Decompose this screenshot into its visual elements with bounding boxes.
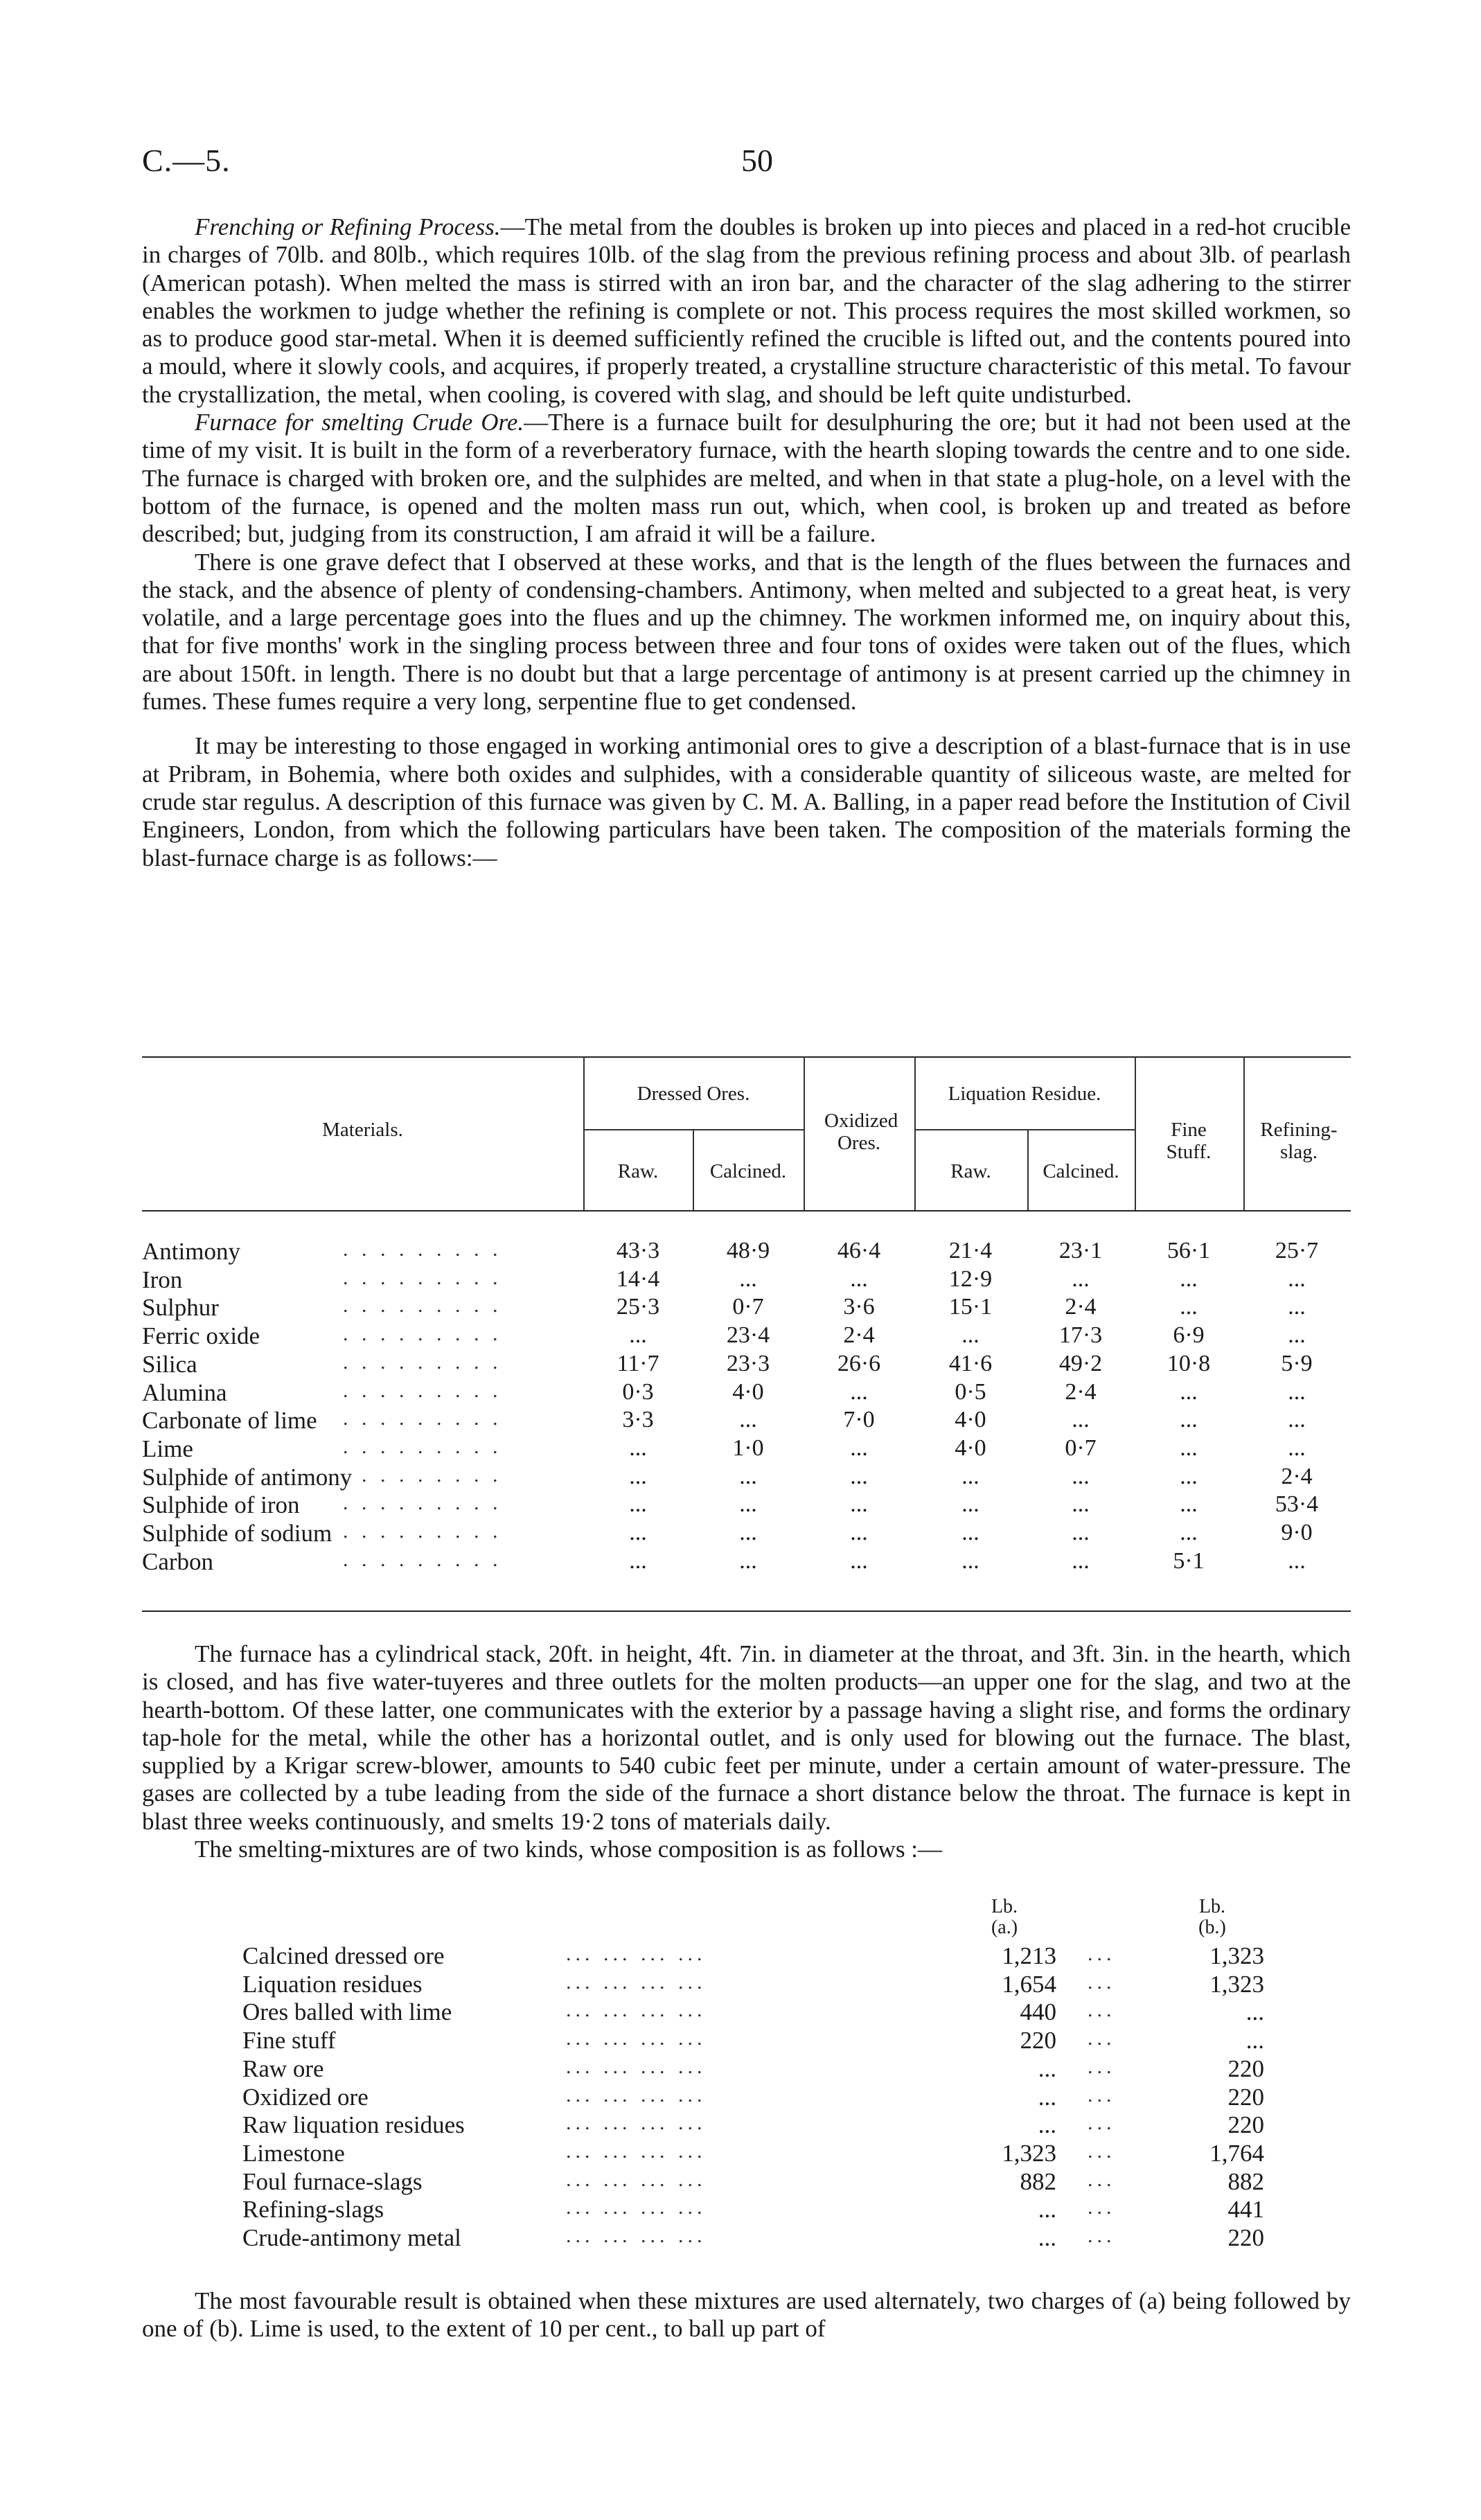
table-cell: 26·6 xyxy=(837,1350,881,1376)
table-cell: ... xyxy=(739,1463,757,1489)
col-a-label: (a.) xyxy=(991,1917,1018,1938)
table-cell: 10·8 xyxy=(1167,1350,1211,1376)
table-cell: 3·6 xyxy=(843,1294,875,1320)
table-cell: 0·3 xyxy=(622,1378,654,1405)
table-cell: ... xyxy=(1072,1520,1090,1545)
leader-dots: ... ... ... ... xyxy=(566,2196,707,2219)
leader-dots: . . . . . . . . . xyxy=(343,1238,502,1261)
table-cell: 12·9 xyxy=(948,1266,993,1292)
header-materials: Materials. xyxy=(322,1119,403,1141)
table-cell: ... xyxy=(1180,1520,1198,1545)
leader-dots: ... xyxy=(1088,2055,1116,2078)
row-label: Sulphur xyxy=(142,1294,219,1322)
paragraph-text: It may be interesting to those engaged in working antimonial ores to give a description of a blast-furnace that is in use at Pribram, in Bohemia, where both oxides and sulphides, with a considerable quantity of siliceous waste, are melted for crude star regulus. A description of this furnace was given by C. M. A. Balling, in a paper read before the Institution of Civil Engineers, London, from which the following particulars have been taken. The composition of the materials forming the blast-furnace charge is as follows:— xyxy=(142,732,1351,871)
leader-dots: . . . . . . . . . xyxy=(343,1378,502,1402)
mixture-value-a: ... xyxy=(1038,2055,1056,2082)
mixture-value-b: 220 xyxy=(1227,2055,1264,2082)
leader-dots: ... xyxy=(1088,1942,1116,1965)
mixture-value-a: 220 xyxy=(1020,2027,1056,2055)
table-cell: ... xyxy=(1072,1407,1090,1433)
table-cell: ... xyxy=(739,1520,757,1545)
header-refining-slag: Refining-slag. xyxy=(1260,1119,1338,1163)
table-cell: ... xyxy=(1180,1435,1198,1461)
mixture-row xyxy=(142,2140,1351,2167)
col-a-unit: Lb. xyxy=(991,1896,1018,1917)
table-cell: ... xyxy=(961,1547,979,1574)
table-row xyxy=(142,1407,1351,1435)
leader-dots: . . . . . . . . . xyxy=(343,1294,502,1317)
mixture-value-a: 882 xyxy=(1020,2167,1056,2195)
table-cell: ... xyxy=(629,1322,647,1349)
leader-dots: ... xyxy=(1088,2167,1116,2191)
leader-dots: ... ... ... ... xyxy=(566,1998,707,2022)
table-cell: ... xyxy=(1288,1266,1306,1292)
leader-dots: ... xyxy=(1088,1970,1116,1994)
table-cell: 4·0 xyxy=(955,1407,986,1433)
table-cell: 2·4 xyxy=(843,1322,875,1349)
leader-dots: ... ... ... ... xyxy=(566,2055,707,2078)
paragraph-cylindrical-stack: The furnace has a cylindrical stack, 20ft. in height, 4ft. 7in. in diameter at the throat, and 3ft. 3in. in the hearth, which is closed, and has five water-tuyeres and three outlets for the molten products—an upper one for the slag, and two at the hearth-bottom. Of these latter, one communicates with the exterior by a passage having a slight rise, and forms the ordinary tap-hole for the metal, while the other has a horizontal outlet, and is only used for blowing out the furnace. The blast, supplied by a Krigar screw-blower, amounts to 540 cubic feet per minute, under a certain amount of water-pressure. The gases are collected by a tube leading from the side of the furnace a short distance below the throat. The furnace is kept in blast three weeks continuously, and smelts 19·2 tons of materials daily. xyxy=(142,1640,1351,1835)
table-cell: ... xyxy=(1180,1491,1198,1518)
table-cell: ... xyxy=(1072,1491,1090,1518)
mixture-label: Fine stuff xyxy=(242,2027,336,2055)
paragraph-mixtures-intro: The smelting-mixtures are of two kinds, whose composition is as follows :— xyxy=(195,1836,943,1863)
table-row xyxy=(142,1520,1351,1547)
leader-dots: ... xyxy=(1088,2083,1116,2106)
paragraph-lead: Furnace for smelting Crude Ore. xyxy=(195,409,524,436)
table-row xyxy=(142,1294,1351,1322)
mixture-value-b: 1,323 xyxy=(1209,1942,1264,1969)
table-cell: 1·0 xyxy=(732,1435,764,1461)
mixture-value-a: ... xyxy=(1038,2224,1056,2251)
mixture-label: Foul furnace-slags xyxy=(242,2167,423,2195)
table-cell: 46·4 xyxy=(837,1238,881,1263)
row-label: Sulphide of antimony xyxy=(142,1463,353,1491)
table-cell: ... xyxy=(629,1547,647,1574)
row-label: Ferric oxide xyxy=(142,1322,260,1350)
table-cell: ... xyxy=(850,1378,868,1405)
mixture-value-a: ... xyxy=(1038,2196,1056,2224)
table-cell: ... xyxy=(1072,1547,1090,1574)
paragraph-favourable-result: The most favourable result is obtained when these mixtures are used alternately, two charges of (a) being followed by one of (b). Lime is used, to the extent of 10 per cent., to ball up part of xyxy=(142,2287,1351,2343)
composition-table xyxy=(142,1056,1351,1612)
row-label: Antimony xyxy=(142,1238,240,1265)
mixture-row xyxy=(142,1942,1351,1970)
leader-dots: ... xyxy=(1088,2139,1116,2163)
table-cell: ... xyxy=(1288,1322,1306,1349)
mixture-label: Calcined dressed ore xyxy=(242,1942,445,1969)
table-cell: ... xyxy=(961,1491,979,1518)
body-text-final xyxy=(142,2287,1351,2343)
mixture-value-b: 220 xyxy=(1227,2083,1264,2111)
leader-dots: . . . . . . . . . xyxy=(343,1520,502,1543)
table-cell: ... xyxy=(1288,1435,1306,1461)
table-cell: ... xyxy=(850,1491,868,1518)
leader-dots: ... xyxy=(1088,2224,1116,2247)
row-label: Alumina xyxy=(142,1378,227,1406)
paragraph-text: —The metal from the doubles is broken up into pieces and placed in a red-hot crucible in charges of 70lb. and 80lb., which requires 10lb. of the slag from the previous refining process and about 3lb. of pearlash (American potash). When melted the mass is stirred with an iron bar, and the character of the slag adhering to the stirrer enables the workmen to judge whether the refining is complete or not. This process requires the most skilled workmen, so as to produce good star-metal. When it is deemed sufficiently refined the crucible is lifted out, and the contents poured into a mould, where it slowly cools, and acquires, if properly treated, a crystalline structure characteristic of this metal. To favour the crystallization, the metal, when cooling, is covered with slag, and should be left quite undisturbed. xyxy=(142,213,1351,408)
paragraph-flues-defect xyxy=(142,549,1351,716)
mixture-row xyxy=(142,2084,1351,2111)
table-cell: 7·0 xyxy=(843,1407,875,1433)
table-cell: 23·4 xyxy=(726,1322,770,1349)
mixture-value-a: ... xyxy=(1038,2083,1056,2111)
table-cell: 0·7 xyxy=(1065,1435,1097,1461)
table-cell: ... xyxy=(1180,1378,1198,1405)
table-cell: 2·4 xyxy=(1065,1294,1097,1320)
table-cell: ... xyxy=(739,1547,757,1574)
paragraph-furnace-crude-ore xyxy=(142,409,1351,548)
mixture-value-a: 440 xyxy=(1020,1998,1056,2026)
paragraph-text: —There is a furnace built for desulphuring the ore; but it had not been used at the time of my visit. It is built in the form of a reverberatory furnace, with the hearth sloping towards the centre and to one side. The furnace is charged with broken ore, and the sulphides are melted, and when in that state a plug-hole, on a level with the bottom of the furnace, is opened and the molten mass run out, which, when cool, is broken up and treated as before described; but, judging from its construction, I am afraid it will be a failure. xyxy=(142,409,1351,548)
paragraph-refining xyxy=(142,213,1351,409)
table-cell: ... xyxy=(739,1266,757,1292)
mixture-label: Refining-slags xyxy=(242,2196,384,2224)
table-cell: 56·1 xyxy=(1167,1238,1211,1263)
table-row xyxy=(142,1548,1351,1576)
table-row xyxy=(142,1464,1351,1491)
table-cell: ... xyxy=(961,1322,979,1349)
table-cell: ... xyxy=(850,1435,868,1461)
table-cell: ... xyxy=(1180,1266,1198,1292)
body-text-top xyxy=(142,213,1351,872)
leader-dots: ... ... ... ... xyxy=(566,2111,707,2135)
table-cell: ... xyxy=(850,1547,868,1574)
table-cell: 14·4 xyxy=(616,1266,660,1292)
table-bottom-rule xyxy=(142,1611,1351,1612)
row-label: Iron xyxy=(142,1266,183,1293)
table-row xyxy=(142,1351,1351,1378)
row-label: Carbonate of lime xyxy=(142,1407,317,1435)
table-cell: 0·5 xyxy=(955,1378,986,1405)
table-cell: 2·4 xyxy=(1281,1463,1313,1489)
leader-dots: . . . . . . . . . xyxy=(343,1491,502,1515)
mixture-row xyxy=(142,2168,1351,2196)
mixture-value-b: 1,323 xyxy=(1209,1970,1264,1998)
mixture-value-a: 1,323 xyxy=(1002,2139,1056,2167)
table-cell: ... xyxy=(961,1520,979,1545)
leader-dots: . . . . . . . . . xyxy=(343,1322,502,1346)
table-row xyxy=(142,1435,1351,1463)
table-cell: 5·1 xyxy=(1173,1547,1205,1574)
table-cell: ... xyxy=(629,1520,647,1545)
table-cell: ... xyxy=(1288,1378,1306,1405)
mixture-value-a: 1,213 xyxy=(1002,1942,1056,1969)
header-oxidized-ores: Oxidized Ores. xyxy=(824,1110,898,1154)
table-cell: ... xyxy=(850,1463,868,1489)
mixture-value-b: 1,764 xyxy=(1209,2139,1264,2167)
table-cell: 49·2 xyxy=(1058,1350,1103,1376)
leader-dots: . . . . . . . . . xyxy=(343,1407,502,1430)
mixture-label: Liquation residues xyxy=(242,1970,423,1998)
table-cell: ... xyxy=(1288,1294,1306,1320)
table-cell: ... xyxy=(629,1463,647,1489)
mixture-value-a: ... xyxy=(1038,2111,1056,2139)
mixture-value-b: ... xyxy=(1245,2027,1264,2055)
mixture-label: Limestone xyxy=(242,2139,345,2167)
row-label: Carbon xyxy=(142,1547,214,1575)
row-label: Silica xyxy=(142,1350,197,1378)
leader-dots: . . . . . . . . . xyxy=(343,1435,502,1458)
mixture-label: Raw liquation residues xyxy=(242,2111,465,2139)
mixtures-table xyxy=(142,1897,1351,2284)
mixture-row xyxy=(142,1971,1351,1998)
table-cell: ... xyxy=(629,1435,647,1461)
table-cell: ... xyxy=(850,1520,868,1545)
table-cell: ... xyxy=(629,1491,647,1518)
table-cell: 21·4 xyxy=(948,1238,993,1263)
mixture-label: Crude-antimony metal xyxy=(242,2224,461,2251)
leader-dots: ... ... ... ... xyxy=(566,2139,707,2163)
leader-dots: . . . . . . . . . xyxy=(343,1547,502,1571)
table-header-rule xyxy=(142,1210,1351,1212)
leader-dots: . . . . . . . . . xyxy=(343,1463,502,1487)
header-calcined: Calcined. xyxy=(709,1160,787,1182)
mixture-row xyxy=(142,2027,1351,2055)
leader-dots: ... ... ... ... xyxy=(566,1942,707,1965)
page-number: 50 xyxy=(741,143,773,178)
table-cell: 4·0 xyxy=(732,1378,764,1405)
leader-dots: ... ... ... ... xyxy=(566,2027,707,2050)
mixture-value-b: 220 xyxy=(1227,2111,1264,2139)
mixture-row xyxy=(142,2055,1351,2083)
leader-dots: ... xyxy=(1088,2027,1116,2050)
paragraph-lead: Frenching or Refining Process. xyxy=(195,213,501,240)
table-cell: 11·7 xyxy=(617,1350,659,1376)
table-top-rule xyxy=(142,1056,1351,1058)
header-raw: Raw. xyxy=(617,1160,659,1182)
table-row xyxy=(142,1238,1351,1266)
table-cell: ... xyxy=(1180,1407,1198,1433)
table-cell: 15·1 xyxy=(948,1294,993,1320)
table-row xyxy=(142,1322,1351,1350)
table-cell: ... xyxy=(1288,1407,1306,1433)
table-cell: ... xyxy=(1180,1294,1198,1320)
table-cell: 2·4 xyxy=(1065,1378,1097,1405)
table-cell: ... xyxy=(850,1266,868,1292)
body-text-furnace xyxy=(142,1640,1351,1863)
paragraph-pribram xyxy=(142,732,1351,871)
leader-dots: ... ... ... ... xyxy=(566,2167,707,2191)
header-fine-stuff: Fine Stuff. xyxy=(1166,1119,1212,1163)
leader-dots: ... ... ... ... xyxy=(566,2224,707,2247)
leader-dots: . . . . . . . . . xyxy=(343,1350,502,1374)
row-label: Sulphide of iron xyxy=(142,1491,300,1519)
col-b-label: (b.) xyxy=(1198,1917,1226,1938)
mixture-value-b: 441 xyxy=(1227,2196,1264,2224)
table-cell: 4·0 xyxy=(955,1435,986,1461)
mixture-value-b: ... xyxy=(1245,1998,1264,2026)
table-cell: 3·3 xyxy=(622,1407,654,1433)
header-liquation-raw: Raw. xyxy=(950,1160,991,1182)
table-cell: ... xyxy=(739,1407,757,1433)
table-cell: 6·9 xyxy=(1173,1322,1205,1349)
table-cell: ... xyxy=(1072,1463,1090,1489)
table-cell: 9·0 xyxy=(1281,1520,1313,1545)
mixture-label: Ores balled with lime xyxy=(242,1998,452,2026)
mixture-value-b: 220 xyxy=(1227,2224,1264,2251)
mixture-label: Oxidized ore xyxy=(242,2083,369,2111)
mixture-value-a: 1,654 xyxy=(1002,1970,1056,1998)
table-cell: 5·9 xyxy=(1281,1350,1313,1376)
leader-dots: ... xyxy=(1088,1998,1116,2022)
mixture-row xyxy=(142,2224,1351,2252)
row-label: Lime xyxy=(142,1435,193,1462)
row-label: Sulphide of sodium xyxy=(142,1520,332,1547)
table-cell: 25·7 xyxy=(1275,1238,1319,1263)
table-cell: 23·1 xyxy=(1058,1238,1103,1263)
header-liquation-calcined: Calcined. xyxy=(1043,1160,1119,1182)
table-cell: ... xyxy=(961,1463,979,1489)
table-cell: 25·3 xyxy=(616,1294,660,1320)
header-dressed-ores: Dressed Ores. xyxy=(637,1083,750,1105)
mixture-value-b: 882 xyxy=(1227,2167,1264,2195)
table-cell: 43·3 xyxy=(616,1238,660,1263)
leader-dots: . . . . . . . . . xyxy=(343,1266,502,1289)
mixture-row xyxy=(142,2111,1351,2139)
table-cell: ... xyxy=(1180,1463,1198,1489)
table-cell: 0·7 xyxy=(732,1294,764,1320)
table-cell: 41·6 xyxy=(948,1350,993,1376)
table-cell: 48·9 xyxy=(726,1238,770,1263)
leader-dots: ... ... ... ... xyxy=(566,1970,707,1994)
table-cell: 23·3 xyxy=(726,1350,770,1376)
mixture-label: Raw ore xyxy=(242,2055,324,2082)
table-cell: 17·3 xyxy=(1058,1322,1103,1349)
table-row xyxy=(142,1379,1351,1407)
table-cell: ... xyxy=(1288,1547,1306,1574)
table-row xyxy=(142,1266,1351,1294)
paragraph-text: There is one grave defect that I observed at these works, and that is the length of the flues between the furnaces and the stack, and the absence of plenty of condensing-chambers. Antimony, when melted and subjected to a great heat, is very volatile, and a large percentage goes into the flues and up the chimney. The workmen informed me, on inquiry about this, that for five months' work in the singling process between three and four tons of oxides were taken out of the flues, which are about 150ft. in length. There is no doubt but that a large percentage of antimony is at present carried up the chimney in fumes. These fumes require a very long, serpentine flue to get condensed. xyxy=(142,548,1351,716)
table-row xyxy=(142,1491,1351,1519)
leader-dots: ... xyxy=(1088,2196,1116,2219)
table-cell: 53·4 xyxy=(1275,1491,1319,1518)
table-cell: ... xyxy=(739,1491,757,1518)
col-b-unit: Lb. xyxy=(1198,1896,1226,1917)
mixture-row xyxy=(142,1998,1351,2026)
table-cell: ... xyxy=(1072,1266,1090,1292)
leader-dots: ... xyxy=(1088,2111,1116,2135)
mixture-row xyxy=(142,2196,1351,2224)
document-reference: C.—5. xyxy=(142,143,231,178)
leader-dots: ... ... ... ... xyxy=(566,2083,707,2106)
header-liquation-residue: Liquation Residue. xyxy=(948,1083,1101,1105)
